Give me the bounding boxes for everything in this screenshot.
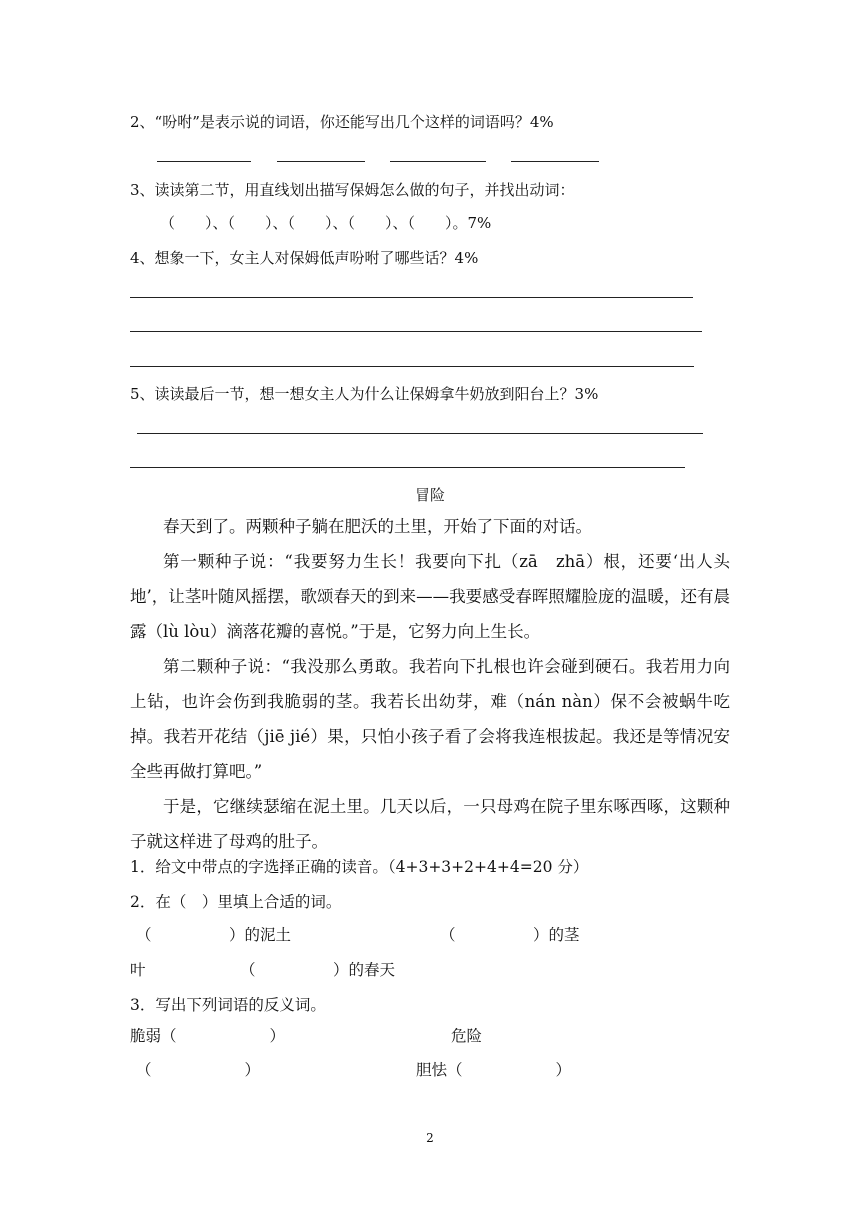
story-paragraph-3: 第二颗种子说：“我没那么勇敢。我若向下扎根也许会碰到硬石。我若用力向上钻，也许会伤到我脆弱的茎。我若长出幼芽，难（nán nàn）保不会被蜗牛吃掉。我若开花结（jiē jié）果，只怕小孩子看了会将我连根拔起。我还是等情况安全些再做打算吧。” [130,657,730,781]
answer-line [157,161,251,162]
story-question-1: 1．给文中带点的字选择正确的读音。（4+3+3+2+4+4=20 分） [130,858,589,876]
fill-blank-stem: （ ）的茎 [440,926,580,944]
answer-line [137,433,703,434]
fill-blank-soil: （ ）的泥土 [136,926,292,944]
antonym-danger-label: 危险 [451,1027,483,1045]
antonym-fragile: 脆弱（ ） [130,1027,286,1045]
fill-blank-leaf-prefix: 叶 [130,961,146,979]
question-5: 5、读读最后一节，想一想女主人为什么让保姆拿牛奶放到阳台上？3% [130,385,599,403]
answer-line [130,297,693,298]
answer-line [130,366,694,367]
antonym-timid: 胆怯（ ） [416,1061,572,1079]
answer-line [130,467,685,468]
fill-blank-spring: （ ）的春天 [240,961,396,979]
answer-line [511,161,599,162]
question-3: 3、读读第二节，用直线划出描写保姆怎么做的句子，并找出动词： [130,181,575,199]
answer-line [130,331,702,332]
antonym-danger-blank: （ ） [136,1061,261,1079]
story-paragraph-2: 第一颗种子说：“我要努力生长！我要向下扎（zā zhā）根，还要‘出人头地’，让茎叶随风摇摆，歌颂春天的到来——我要感受春晖照耀脸庞的温暖，还有晨露（lù lòu）滴落花瓣的喜悦。”于是，它努力向上生长。 [130,552,730,641]
story-paragraph-4: 于是，它继续瑟缩在泥土里。几天以后，一只母鸡在院子里东啄西啄，这颗种子就这样进了母鸡的肚子。 [130,797,730,851]
question-2: 2、“吩咐”是表示说的词语，你还能写出几个这样的词语吗？4% [130,113,554,131]
story-title: 冒险 [414,486,445,504]
answer-line [390,161,486,162]
question-4: 4、想象一下，女主人对保姆低声吩咐了哪些话？4% [130,249,479,267]
story-question-3: 3．写出下列词语的反义词。 [130,996,326,1014]
story-question-2: 2．在（ ）里填上合适的词。 [130,893,342,911]
story-paragraph-1: 春天到了。两颗种子躺在肥沃的土里，开始了下面的对话。 [163,517,592,536]
page-number: 2 [426,1131,434,1145]
answer-line [277,161,365,162]
question-3-blanks: （ ）、（ ）、（ ）、（ ）、（ ）。7% [160,214,492,232]
